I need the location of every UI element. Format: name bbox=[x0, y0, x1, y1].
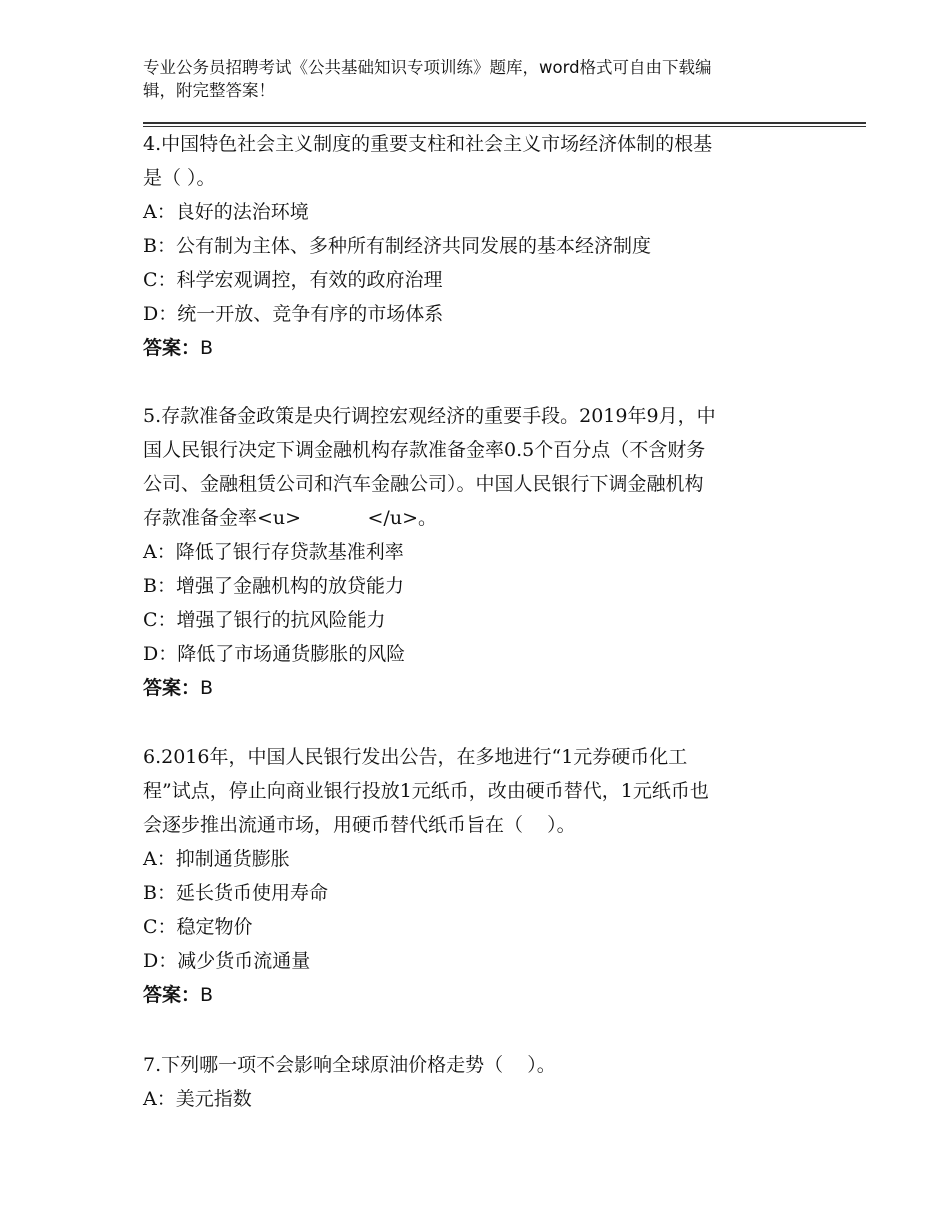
question-stem-line: 程”试点，停止向商业银行投放1元纸币，改由硬币替代，1元纸币也 bbox=[143, 780, 709, 802]
option-d: D：减少货币流通量 bbox=[143, 950, 311, 972]
question-6 bbox=[143, 740, 843, 1012]
option-a: A：良好的法治环境 bbox=[143, 201, 309, 223]
answer-label: 答案： bbox=[143, 677, 201, 699]
option-d: D：统一开放、竞争有序的市场体系 bbox=[143, 303, 444, 325]
question-stem-line: 7.下列哪一项不会影响全球原油价格走势（ ）。 bbox=[143, 1054, 556, 1076]
option-a: A：降低了银行存贷款基准利率 bbox=[143, 541, 404, 563]
answer-line bbox=[143, 978, 843, 1012]
question-stem-line: 6.2016年，中国人民银行发出公告，在多地进行“1元券硬币化工 bbox=[143, 746, 688, 768]
option-a: A：抑制通货膨胀 bbox=[143, 848, 290, 870]
header-rule-thick bbox=[143, 122, 866, 124]
header-line-2: 辑，附完整答案！ bbox=[143, 81, 275, 100]
answer-line bbox=[143, 331, 843, 365]
header-line-1: 专业公务员招聘考试《公共基础知识专项训练》题库，word格式可自由下载编 bbox=[143, 58, 712, 77]
option-d: D：降低了市场通货膨胀的风险 bbox=[143, 643, 406, 665]
answer-value: B bbox=[200, 984, 214, 1006]
question-7 bbox=[143, 1048, 843, 1116]
answer-label: 答案： bbox=[143, 984, 201, 1006]
answer-label: 答案： bbox=[143, 337, 201, 359]
question-stem-line: 国人民银行决定下调金融机构存款准备金率0.5个百分点（不含财务 bbox=[143, 439, 706, 461]
question-stem-line: 4.中国特色社会主义制度的重要支柱和社会主义市场经济体制的根基 bbox=[143, 133, 713, 155]
option-c: C：增强了银行的抗风险能力 bbox=[143, 609, 386, 631]
option-b: B：延长货币使用寿命 bbox=[143, 882, 328, 904]
answer-line bbox=[143, 671, 843, 705]
question-5 bbox=[143, 399, 843, 705]
question-stem-line: 会逐步推出流通市场，用硬币替代纸币旨在（ ）。 bbox=[143, 814, 576, 836]
document-header bbox=[143, 56, 803, 102]
question-stem-line: 公司、金融租赁公司和汽车金融公司）。中国人民银行下调金融机构 bbox=[143, 473, 704, 495]
question-stem-line: 5.存款准备金政策是央行调控宏观经济的重要手段。2019年9月，中 bbox=[143, 405, 716, 427]
question-stem-line: 是（ ）。 bbox=[143, 167, 216, 189]
answer-value: B bbox=[200, 677, 214, 699]
option-c: C：科学宏观调控，有效的政府治理 bbox=[143, 269, 443, 291]
option-b: B：增强了金融机构的放贷能力 bbox=[143, 575, 404, 597]
question-stem-line: 存款准备金率<u> </u>。 bbox=[143, 507, 437, 529]
option-b: B：公有制为主体、多种所有制经济共同发展的基本经济制度 bbox=[143, 235, 651, 257]
option-a: A：美元指数 bbox=[143, 1088, 252, 1110]
question-4 bbox=[143, 127, 843, 365]
option-c: C：稳定物价 bbox=[143, 916, 253, 938]
answer-value: B bbox=[200, 337, 214, 359]
